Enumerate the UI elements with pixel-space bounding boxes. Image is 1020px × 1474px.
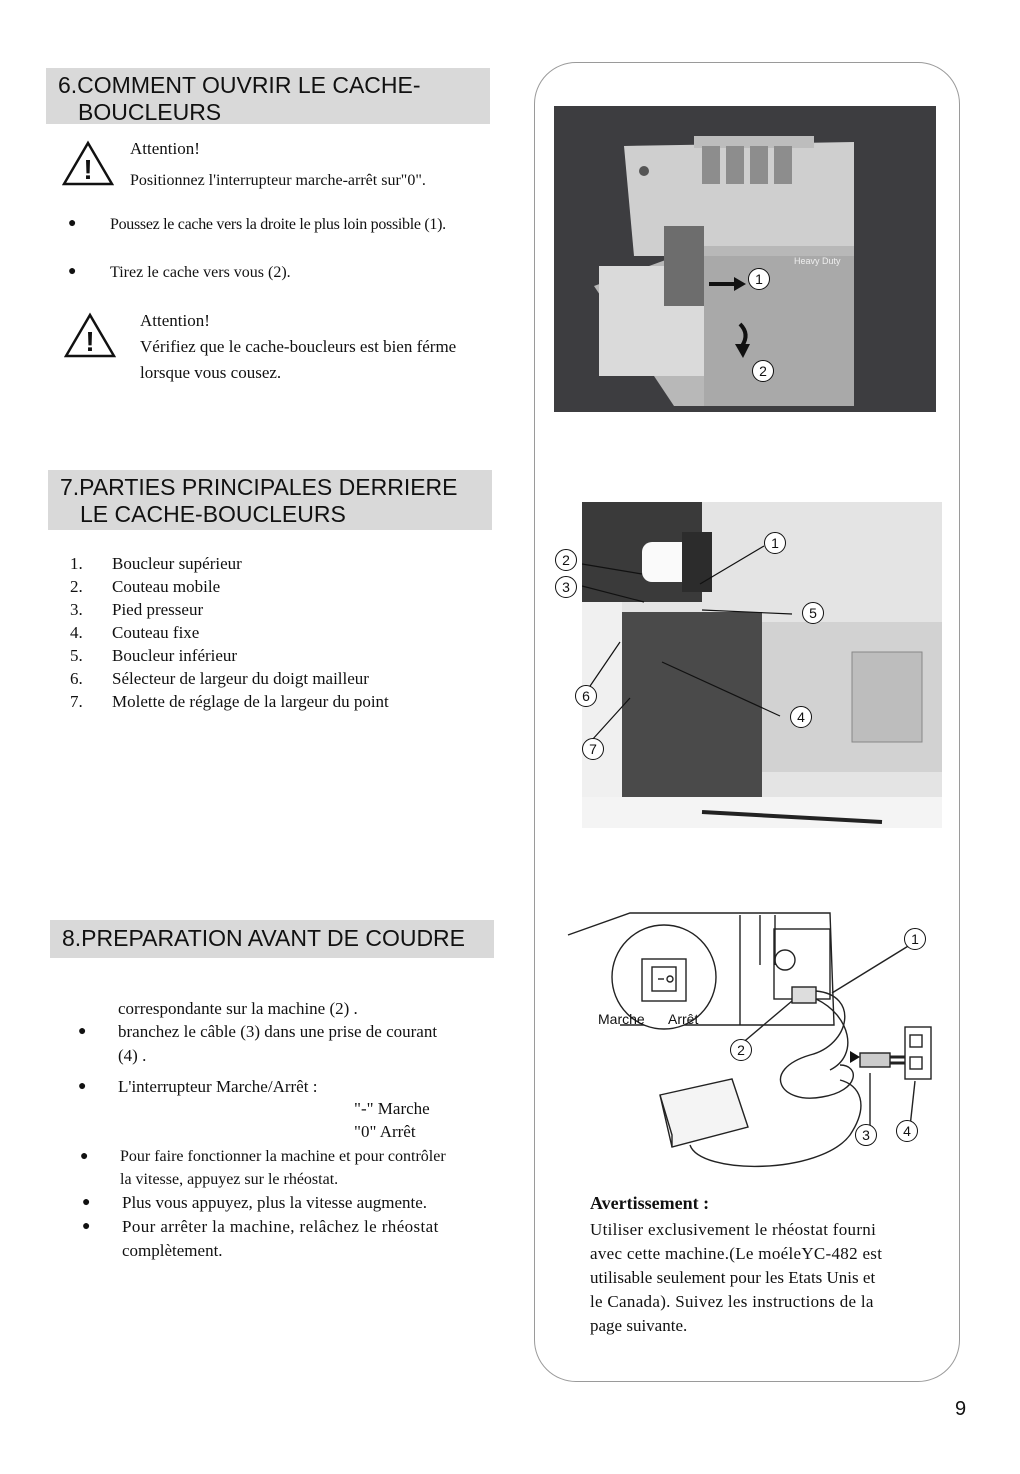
- section8-bullet5-line2: complètement.: [122, 1241, 223, 1260]
- bullet-marker: ●: [78, 1024, 87, 1039]
- attention2-label: Attention!: [140, 311, 210, 330]
- section8-bullet1-line2: (4) .: [118, 1046, 147, 1065]
- callout-4: 4: [896, 1120, 918, 1142]
- attention2-text-line1: Vérifiez que le cache-boucleurs est bien férme: [140, 337, 457, 356]
- callout-1: 1: [748, 268, 770, 290]
- list-item-label: Pied presseur: [112, 600, 204, 619]
- warning-line: page suivante.: [590, 1316, 688, 1335]
- callout-2: 2: [555, 549, 577, 571]
- svg-text:!: !: [83, 154, 93, 185]
- warning-line: le Canada). Suivez les instructions de la: [590, 1292, 874, 1311]
- list-item-label: Boucleur inférieur: [112, 646, 238, 665]
- list-item-number: 7.: [70, 692, 83, 711]
- section7-heading: [48, 470, 492, 530]
- list-item-label: Boucleur supérieur: [112, 554, 242, 573]
- attention1-text: Positionnez l'interrupteur marche-arrêt sur"0".: [130, 172, 426, 189]
- bullet-marker: ●: [82, 1195, 91, 1210]
- section8-bullet3-line2: la vitesse, appuyez sur le rhéostat.: [120, 1171, 339, 1188]
- callout-6: 6: [575, 685, 597, 707]
- list-item-number: 1.: [70, 554, 83, 573]
- bullet-marker: ●: [80, 1149, 89, 1164]
- section8-intro-line: correspondante sur la machine (2) .: [118, 999, 358, 1018]
- callout-4: 4: [790, 706, 812, 728]
- callout-3: 3: [555, 576, 577, 598]
- diagram-marche-label: Marche: [598, 1011, 645, 1027]
- serger-cover-photo: [554, 106, 936, 412]
- bullet-marker: ●: [82, 1219, 91, 1234]
- page-number: 9: [955, 1398, 967, 1420]
- bullet-marker: ●: [68, 264, 77, 279]
- list-item-label: Couteau fixe: [112, 623, 200, 642]
- section8-bullet4: Plus vous appuyez, plus la vitesse augmente.: [122, 1193, 428, 1212]
- section6-bullet-1: Poussez le cache vers la droite le plus loin possible (1).: [110, 216, 446, 233]
- callout-2: 2: [730, 1039, 752, 1061]
- callout-2: 2: [752, 360, 774, 382]
- warning-triangle-icon: [62, 140, 114, 186]
- section6-title-line2: BOUCLEURS: [78, 99, 222, 125]
- diagram-arret-label: Arrêt: [668, 1011, 699, 1027]
- section6-heading: [46, 68, 490, 124]
- list-item-number: 5.: [70, 646, 83, 665]
- warning-line: avec cette machine.(Le moéleYC-482 est: [590, 1244, 883, 1263]
- switch-arret-label: "0" Arrêt: [354, 1122, 416, 1141]
- warning-triangle-icon: [64, 312, 116, 358]
- callout-7: 7: [582, 738, 604, 760]
- section8-bullet3-line1: Pour faire fonctionner la machine et pour contrôler: [120, 1148, 446, 1165]
- serger-internal-parts-photo: [582, 502, 942, 828]
- section6-title-line1: 6.COMMENT OUVRIR LE CACHE-: [58, 72, 421, 98]
- list-item-label: Sélecteur de largeur du doigt mailleur: [112, 669, 369, 688]
- section8-bullet2: L'interrupteur Marche/Arrêt :: [118, 1077, 318, 1096]
- switch-marche-label: "-" Marche: [354, 1099, 430, 1118]
- list-item-number: 3.: [70, 600, 83, 619]
- list-item-number: 4.: [70, 623, 83, 642]
- list-item-number: 2.: [70, 577, 83, 596]
- section8-heading: [50, 920, 494, 958]
- callout-5: 5: [802, 602, 824, 624]
- attention2-text-line2: lorsque vous cousez.: [140, 363, 282, 382]
- bullet-marker: ●: [78, 1079, 87, 1094]
- list-item-number: 6.: [70, 669, 83, 688]
- section8-bullet1-line1: branchez le câble (3) dans une prise de courant: [118, 1022, 438, 1041]
- bullet-marker: ●: [68, 216, 77, 231]
- warning-line: Utiliser exclusivement le rhéostat fourni: [590, 1220, 877, 1239]
- section8-bullet5-line1: Pour arrêter la machine, relâchez le rhéostat: [122, 1217, 439, 1236]
- section8-title: 8.PREPARATION AVANT DE COUDRE: [62, 925, 466, 951]
- svg-text:!: !: [85, 326, 95, 357]
- callout-3: 3: [855, 1124, 877, 1146]
- list-item-label: Molette de réglage de la largeur du point: [112, 692, 389, 711]
- callout-1: 1: [904, 928, 926, 950]
- section7-title-line2: LE CACHE-BOUCLEURS: [80, 501, 346, 527]
- svg-text:Heavy Duty: Heavy Duty: [794, 256, 841, 266]
- callout-1: 1: [764, 532, 786, 554]
- section7-title-line1: 7.PARTIES PRINCIPALES DERRIERE: [60, 474, 458, 500]
- section6-bullet-2: Tirez le cache vers vous (2).: [110, 264, 291, 281]
- warning-line: utilisable seulement pour les Etats Unis et: [590, 1268, 876, 1287]
- attention1-label: Attention!: [130, 139, 200, 158]
- warning-title: Avertissement :: [590, 1193, 710, 1213]
- list-item-label: Couteau mobile: [112, 577, 221, 596]
